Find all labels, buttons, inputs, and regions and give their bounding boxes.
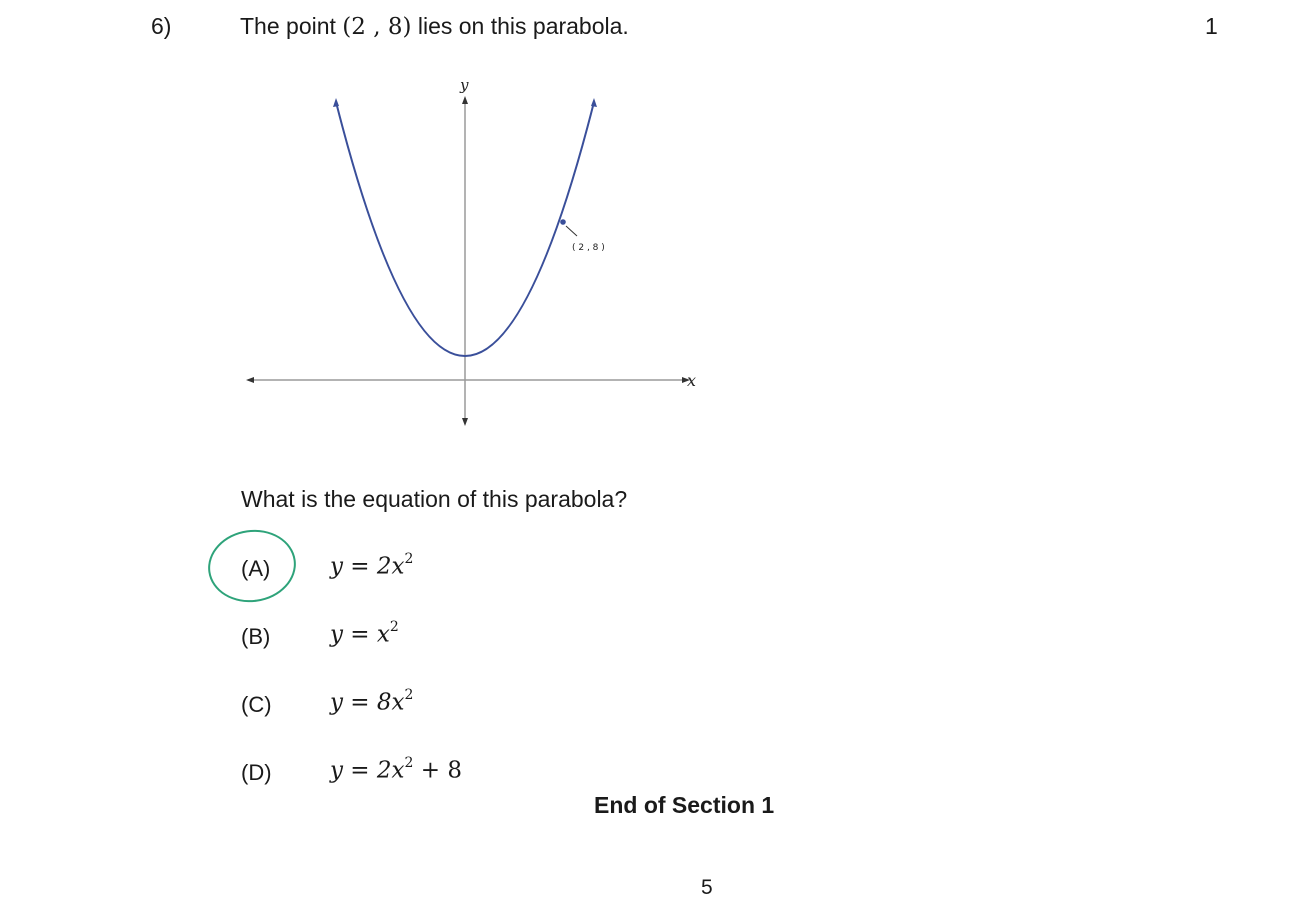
question-stem — [240, 13, 629, 40]
option-b-equation[interactable] — [330, 621, 399, 648]
question-number: 6) — [151, 13, 172, 39]
point-marker — [560, 219, 566, 225]
option-d-equation[interactable] — [330, 757, 462, 784]
option-d-eq-main: y = 2x — [330, 757, 405, 784]
option-b-label[interactable]: (B) — [241, 624, 271, 649]
marks-value: 1 — [1205, 13, 1218, 39]
y-axis-up-arrow — [462, 96, 468, 104]
stem-prefix: The point — [240, 13, 343, 39]
x-axis-left-arrow — [246, 377, 254, 383]
stem-suffix: lies on this parabola. — [411, 13, 629, 39]
question-prompt: What is the equation of this parabola? — [241, 486, 628, 512]
x-axis-label: x — [687, 371, 697, 390]
option-c-exponent: 2 — [404, 687, 414, 703]
option-c-eq-main: y = 8x — [330, 689, 405, 716]
option-a-exponent: 2 — [404, 551, 414, 567]
option-a-label[interactable]: (A) — [241, 556, 271, 581]
option-d-label[interactable]: (D) — [241, 760, 272, 785]
option-a-equation[interactable] — [330, 553, 413, 580]
option-d-exponent: 2 — [404, 755, 414, 771]
option-a-eq-main: y = 2x — [330, 553, 405, 580]
parabola-graph — [238, 70, 708, 435]
y-axis-label: y — [460, 76, 469, 94]
curve-left-arrow — [333, 98, 339, 107]
page-number: 5 — [701, 876, 713, 899]
point-label: ( 2 , 8 ) — [572, 243, 605, 253]
point-leader-line — [566, 226, 577, 236]
option-b-eq-main: y = x — [330, 621, 390, 648]
option-c-equation[interactable] — [330, 689, 413, 716]
option-d-tail: + 8 — [413, 757, 462, 784]
y-axis-down-arrow — [462, 418, 468, 426]
point-coordinates: (2 , 8) — [342, 14, 412, 40]
end-of-section-text: End of Section 1 — [594, 792, 775, 818]
option-b-exponent: 2 — [389, 619, 399, 635]
curve-right-arrow — [591, 98, 597, 107]
option-c-label[interactable]: (C) — [241, 692, 272, 717]
